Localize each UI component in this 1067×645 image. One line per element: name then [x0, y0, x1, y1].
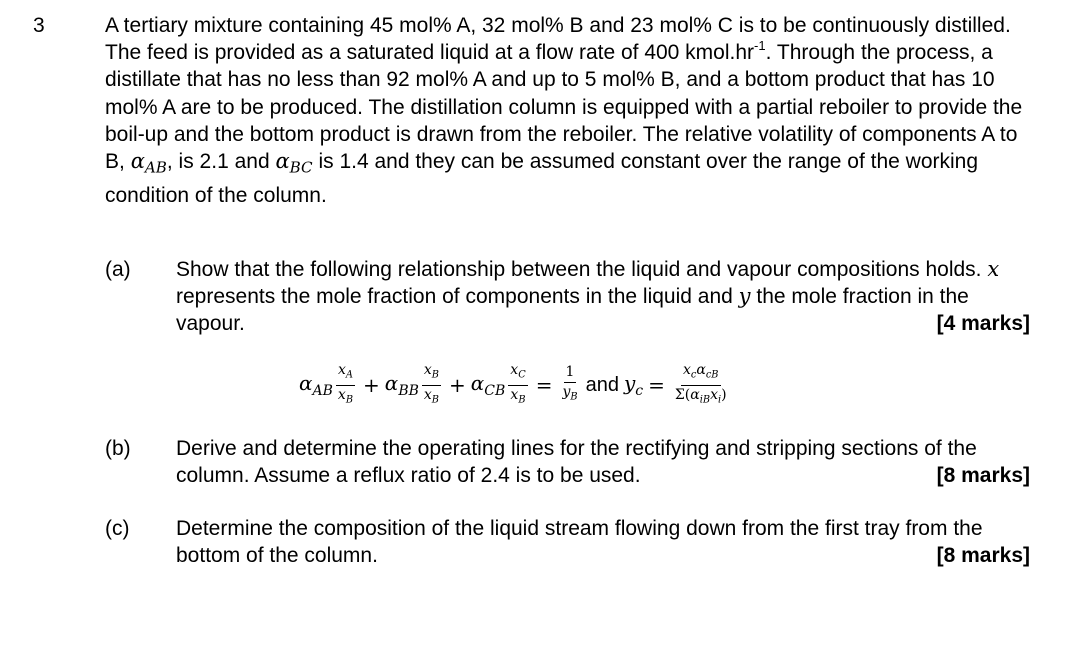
question-intro: A tertiary mixture containing 45 mol% A, 32 mol% B and 23 mol% C is to be continuously distilled. The feed is provided as a saturated liquid at a flow rate of 400 $kmol.hr^{-1}$. Through the process, a distillate that has no less than 92 mol% A and up to 5 mol% B, and a bottom product that has 10 mol% A are to be produced. The distillation column is equipped with a partial reboiler to provide the boil-up and the bottom product is drawn from the reboiler. The relative volatility of components A to B, $\alpha_{AB}$, is 2.1 and $\alpha_{BC}$ is 1.4 and they can be assumed constant over the range of the working condition of the column.: [105, 14, 1023, 207]
and-word: and: [585, 373, 619, 396]
yc-term: $y_c$: [623, 371, 644, 399]
marks-label: [4 marks]: [936, 312, 1030, 336]
part-text: Determine the composition of the liquid stream flowing down from the first tray from the bottom of the column. [8 marks]: [176, 515, 1030, 569]
var-x: x: [987, 257, 1000, 281]
question-number: 3: [33, 14, 45, 37]
part-label: (c): [105, 517, 130, 540]
alpha-bb-term: $\alpha_{BB}$: [384, 371, 419, 399]
part-c: [105, 515, 1030, 569]
fraction-xc-xb: $\frac{x_C}{x_B}$: [510, 362, 526, 405]
alpha-ab-symbol: $\alpha_{AB}$: [130, 149, 167, 177]
marks-label: [8 marks]: [936, 464, 1030, 488]
fraction-one-yb: $\frac{1}{y_B}$: [562, 364, 578, 403]
plus-sign: +: [363, 373, 380, 397]
fraction-xb-xb: $\frac{x_B}{x_B}$: [423, 362, 439, 405]
fraction-xa-xb: $\frac{x_A}{x_B}$: [337, 362, 354, 405]
var-y: y: [738, 284, 751, 309]
fraction-yc: $\frac{x_c\alpha_{cB}}{\Sigma(\alpha_{iB}x_i)}$: [674, 362, 727, 405]
part-text: Derive and determine the operating lines for the rectifying and stripping sections of the column. Assume a reflux ratio of 2.4 is to be used. [8 marks]: [176, 435, 1030, 489]
alpha-bc-symbol: $\alpha_{BC}$: [275, 149, 313, 177]
part-b: [105, 435, 1030, 489]
part-label: (a): [105, 258, 131, 281]
alpha-ab-term: $\alpha_{AB}$: [299, 371, 333, 399]
alpha-cb-term: $\alpha_{CB}$: [470, 371, 506, 399]
part-a: [105, 256, 1030, 338]
equals-sign: =: [535, 373, 553, 397]
equation: [299, 360, 732, 410]
part-label: (b): [105, 437, 131, 460]
part-text: Show that the following relationship between the liquid and vapour compositions holds. x represents the mole fraction of components in the liquid and y the mole fraction in the vapour. [4 marks]: [176, 256, 1030, 338]
marks-label: [8 marks]: [936, 544, 1030, 568]
plus-sign: +: [449, 373, 466, 397]
exponent: -1: [754, 38, 766, 54]
equals-sign: =: [648, 373, 665, 397]
